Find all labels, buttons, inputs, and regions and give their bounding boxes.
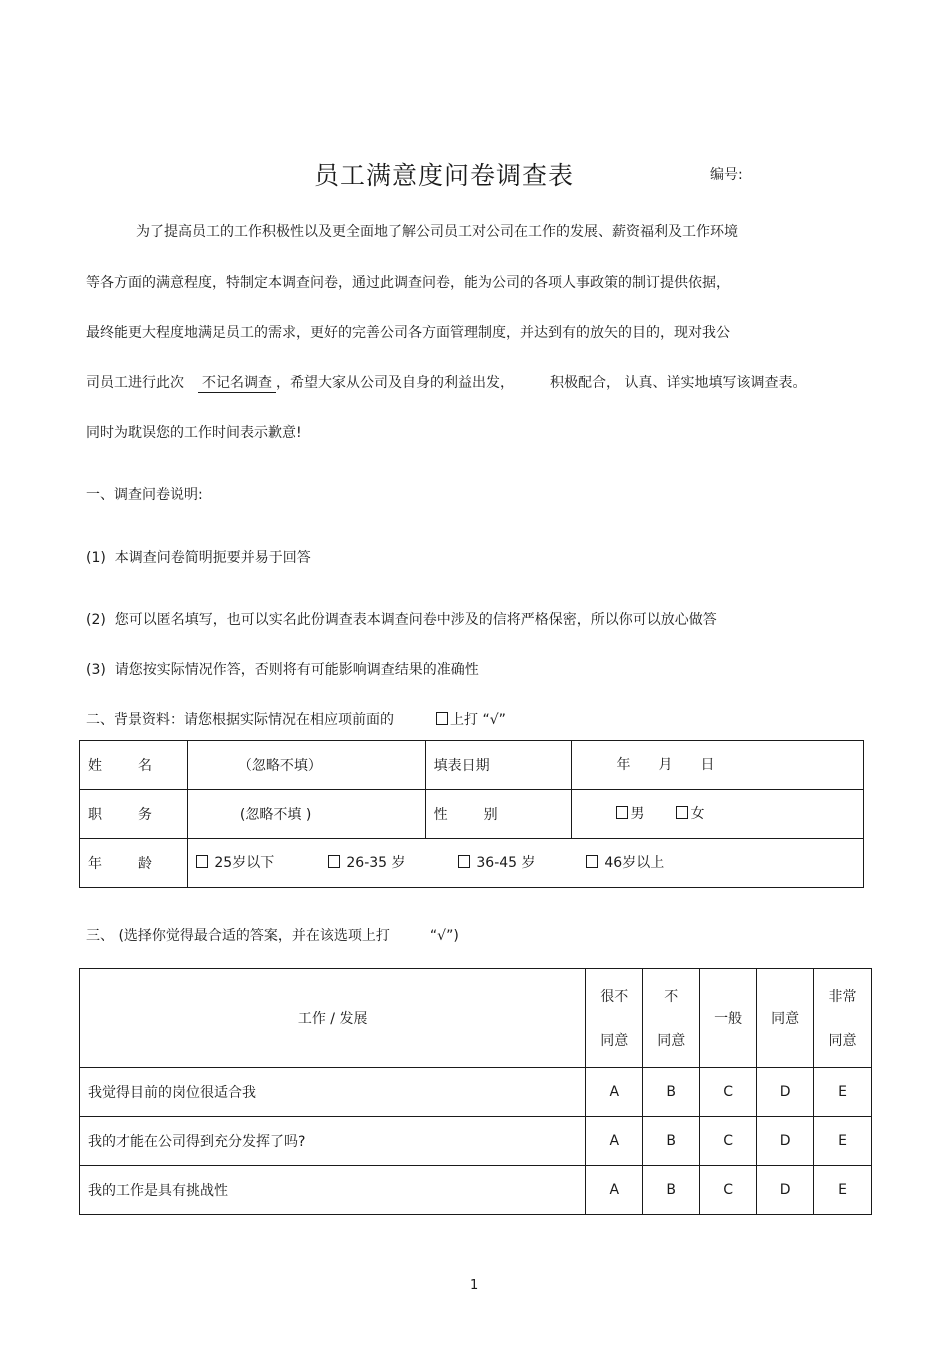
intro-line-3: 最终能更大程度地满足员工的需求，更好的完善公司各方面管理制度，并达到有的放矢的目的，现对我公: [86, 325, 730, 341]
intro-line-4-mid: ，希望大家从公司及自身的利益出发，: [276, 375, 514, 391]
age-label-cell: 年 龄: [80, 839, 188, 888]
section1-item-3: [86, 659, 479, 679]
background-info-table: [79, 740, 864, 888]
name-hint: （忽略不填）: [237, 758, 322, 774]
option-d[interactable]: D: [757, 1117, 814, 1166]
name-label-cell: 姓 名: [80, 741, 188, 790]
gender-options-cell: [572, 790, 864, 839]
name-row: [80, 741, 864, 790]
scale-disagree: 不 同意: [643, 969, 700, 1068]
anonymous-survey-label: 不记名调查: [198, 374, 276, 393]
category-header: 工作 / 发展: [80, 969, 586, 1068]
age-option-46-plus[interactable]: 46岁以上: [586, 839, 664, 887]
date-input-cell[interactable]: [572, 741, 864, 790]
option-b[interactable]: B: [643, 1117, 700, 1166]
age-option-26-35[interactable]: 26-35 岁: [328, 839, 406, 887]
age-option-under-25[interactable]: 25岁以下: [196, 839, 274, 887]
table-row: [80, 1166, 872, 1215]
option-d[interactable]: D: [757, 1068, 814, 1117]
option-d[interactable]: D: [757, 1166, 814, 1215]
intro-line-2: 等各方面的满意程度，特制定本调查问卷，通过此调查问卷，能为公司的各项人事政策的制订提供依据，: [86, 275, 730, 291]
checkbox-icon: [616, 806, 628, 819]
age-option-36-45[interactable]: 36-45 岁: [458, 839, 536, 887]
gender-label-cell: 性 别: [425, 790, 572, 839]
date-label: 填表日期: [425, 741, 572, 790]
section3-heading-text: 三、 (选择你觉得最合适的答案，并在该选项上打: [86, 928, 390, 944]
intro-line-5: 同时为耽误您的工作时间表示歉意!: [86, 425, 302, 441]
scale-neutral: 一般: [700, 969, 757, 1068]
scale-agree: 同意: [757, 969, 814, 1068]
item-text: 本调查问卷简明扼要并易于回答: [114, 550, 311, 566]
satisfaction-table: [79, 968, 872, 1215]
gender-option-female[interactable]: 女: [676, 790, 704, 838]
item-text: 您可以匿名填写，也可以实名此份调查表本调查问卷中涉及的信将严格保密，所以你可以放心做答: [114, 612, 717, 628]
option-b[interactable]: B: [643, 1068, 700, 1117]
name-input-cell[interactable]: [187, 741, 425, 790]
section1-item-1: [86, 547, 311, 567]
checkbox-icon: [328, 855, 340, 868]
table-header-row: [80, 969, 872, 1068]
date-day: 日: [700, 757, 715, 773]
option-c[interactable]: C: [700, 1166, 757, 1215]
option-b[interactable]: B: [643, 1166, 700, 1215]
table-row: [80, 1117, 872, 1166]
intro-line-4: [86, 372, 806, 393]
item-text: 请您按实际情况作答，否则将有可能影响调查结果的准确性: [114, 662, 479, 678]
item-number: (1): [86, 550, 106, 566]
option-e[interactable]: E: [814, 1166, 872, 1215]
intro-line-4-pre: 司员工进行此次: [86, 375, 184, 391]
section2-heading-tail: 上打 “√”: [450, 712, 506, 728]
checkbox-icon: [458, 855, 470, 868]
checkbox-icon: [676, 806, 688, 819]
option-e[interactable]: E: [814, 1117, 872, 1166]
serial-number-label: 编号:: [710, 167, 743, 183]
section1-heading: 一、调查问卷说明:: [86, 487, 203, 503]
checkbox-icon: [436, 712, 448, 725]
section2-heading: [86, 709, 506, 729]
position-label-cell: 职 务: [80, 790, 188, 839]
date-month: 月: [658, 757, 673, 773]
checkbox-icon: [586, 855, 598, 868]
item-number: (3): [86, 662, 106, 678]
page-title: 员工满意度问卷调查表: [314, 161, 575, 190]
option-a[interactable]: A: [586, 1166, 643, 1215]
position-input-cell[interactable]: [187, 790, 425, 839]
age-options-cell: [187, 839, 863, 888]
position-hint: (忽略不填 ): [239, 807, 312, 823]
section3-heading-tail: “√”): [429, 928, 459, 944]
option-e[interactable]: E: [814, 1068, 872, 1117]
position-row: [80, 790, 864, 839]
checkbox-icon: [196, 855, 208, 868]
item-number: (2): [86, 612, 106, 628]
option-c[interactable]: C: [700, 1117, 757, 1166]
table-row: [80, 1068, 872, 1117]
option-c[interactable]: C: [700, 1068, 757, 1117]
question-text: 我的工作是具有挑战性: [80, 1166, 586, 1215]
option-a[interactable]: A: [586, 1117, 643, 1166]
intro-line-1: 为了提高员工的工作积极性以及更全面地了解公司员工对公司在工作的发展、薪资福利及工作环境: [136, 224, 738, 240]
age-row: [80, 839, 864, 888]
date-year: 年: [616, 757, 631, 773]
option-a[interactable]: A: [586, 1068, 643, 1117]
section2-heading-text: 二、背景资料：请您根据实际情况在相应项前面的: [86, 712, 394, 728]
intro-line-4-post: 积极配合， 认真、详实地填写该调查表。: [550, 375, 807, 391]
section1-item-2: [86, 609, 717, 629]
scale-strongly-disagree: 很不 同意: [586, 969, 643, 1068]
section3-heading: [86, 925, 459, 945]
question-text: 我的才能在公司得到充分发挥了吗?: [80, 1117, 586, 1166]
page-number: 1: [470, 1278, 479, 1293]
question-text: 我觉得目前的岗位很适合我: [80, 1068, 586, 1117]
gender-option-male[interactable]: 男: [616, 790, 644, 838]
scale-strongly-agree: 非常 同意: [814, 969, 872, 1068]
